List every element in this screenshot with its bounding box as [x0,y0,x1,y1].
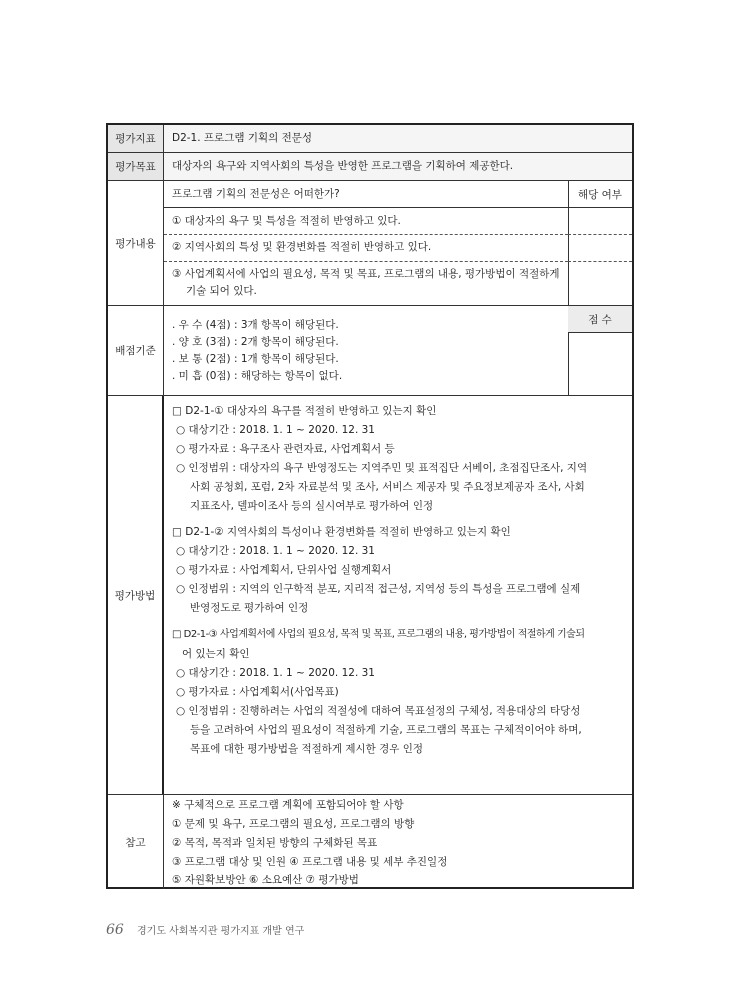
scoring-item-3: . 보 통 (2점) : 1개 항목이 해당된다. [172,353,339,365]
scoring-label: 배점기준 [108,306,164,395]
content-item-3: ③ 사업계획서에 사업의 필요성, 목적 및 목표, 프로그램의 내용, 평가방법이 적절하게 [172,268,560,280]
score-header: 점 수 [568,306,632,332]
content-divider-2b [568,261,632,262]
method-s2-scope: ○ 인정범위 : 지역의 인구학적 분포, 지리적 접근성, 지역성 등의 특성을 프로그램에 실제 [176,583,581,595]
evaluation-table [106,123,634,889]
page-footer [106,922,304,938]
score-header-divider [568,332,632,333]
indicator-row [108,125,632,153]
method-s3-scope: ○ 인정범위 : 진행하려는 사업의 적절성에 대하여 목표설정의 구체성, 적용대상의 타당성 [176,705,581,717]
reference-item-1: ※ 구체적으로 프로그램 계획에 포함되어야 할 사항 [172,799,404,811]
method-s2-material: ○ 평가자료 : 사업계획서, 단위사업 실행계획서 [176,564,392,576]
content-divider-1b [568,234,632,235]
method-s1-title: □ D2-1-① 대상자의 욕구를 적절히 반영하고 있는지 확인 [172,405,437,417]
method-s3-period: ○ 대상기간 : 2018. 1. 1 ~ 2020. 12. 31 [176,667,375,679]
goal-label: 평가목표 [108,153,164,180]
method-s2-scope-2: 반영정도로 평가하여 인정 [190,602,309,614]
content-item-1: ① 대상자의 욕구 및 특성을 적절히 반영하고 있다. [172,215,401,227]
scoring-row [108,306,632,396]
goal-row [108,153,632,181]
indicator-label: 평가지표 [108,125,164,152]
method-s2-title: □ D2-1-② 지역사회의 특성이나 환경변화를 적절히 반영하고 있는지 확인 [172,526,511,538]
method-row [108,396,632,795]
method-s3-scope-3: 목표에 대한 평가방법을 적절하게 제시한 경우 인정 [190,743,424,755]
reference-row [108,795,632,889]
reference-label: 참고 [108,795,164,889]
method-s1-scope-2: 사회 공청회, 포럼, 2차 자료분석 및 조사, 서비스 제공자 및 주요정보제공자 조사, 사회 [190,481,585,493]
method-label: 평가방법 [108,396,164,794]
content-item-2: ② 지역사회의 특성 및 환경변화를 적절히 반영하고 있다. [172,241,432,253]
content-label: 평가내용 [108,181,164,305]
page-number: 66 [106,922,124,938]
method-s1-period: ○ 대상기간 : 2018. 1. 1 ~ 2020. 12. 31 [176,424,375,436]
scoring-item-4: . 미 흡 (0점) : 해당하는 항목이 없다. [172,370,343,382]
method-s3-title-2: 어 있는지 확인 [182,648,250,660]
content-divider-1 [164,234,568,235]
content-item-3-cont: 기술 되어 있다. [186,285,257,297]
method-s1-scope-3: 지표조사, 델파이조사 등의 실시여부로 평가하여 인정 [190,500,434,512]
footer-title: 경기도 사회복지관 평가지표 개발 연구 [137,926,305,937]
applicability-header: 해당 여부 [578,188,622,201]
method-s3-title: □ D2-1-③ 사업계획서에 사업의 필요성, 목적 및 목표, 프로그램의 내용, 평가방법이 적절하게 기술되 [172,629,585,640]
method-s3-material: ○ 평가자료 : 사업계획서(사업목표) [176,686,339,698]
content-question: 프로그램 기획의 전문성은 어떠한가? [172,188,340,200]
reference-item-2: ① 문제 및 욕구, 프로그램의 필요성, 프로그램의 방향 [172,818,415,830]
method-s2-period: ○ 대상기간 : 2018. 1. 1 ~ 2020. 12. 31 [176,545,375,557]
method-s3-scope-2: 등을 고려하여 사업의 필요성이 적절하게 기술, 프로그램의 목표는 구체적이어야 하며, [190,724,582,736]
scoring-item-2: . 양 호 (3점) : 2개 항목이 해당된다. [172,336,339,348]
reference-item-4: ③ 프로그램 대상 및 인원 ④ 프로그램 내용 및 세부 추진일정 [172,856,448,868]
method-s1-material: ○ 평가자료 : 욕구조사 관련자료, 사업계획서 등 [176,443,395,455]
reference-item-5: ⑤ 자원확보방안 ⑥ 소요예산 ⑦ 평가방법 [172,874,359,886]
indicator-value: D2-1. 프로그램 기획의 전문성 [172,132,313,144]
method-s1-scope: ○ 인정범위 : 대상자의 욕구 반영정도는 지역주민 및 표적집단 서베이, 초점집단조사, 지역 [176,462,588,474]
content-row [108,181,632,306]
content-header-divider [164,207,632,208]
content-divider-2 [164,261,568,262]
reference-item-3: ② 목적, 목적과 일치된 방향의 구체화된 목표 [172,837,378,849]
scoring-item-1: . 우 수 (4점) : 3개 항목이 해당된다. [172,319,339,331]
goal-value: 대상자의 욕구와 지역사회의 특성을 반영한 프로그램을 기획하여 제공한다. [172,160,514,172]
